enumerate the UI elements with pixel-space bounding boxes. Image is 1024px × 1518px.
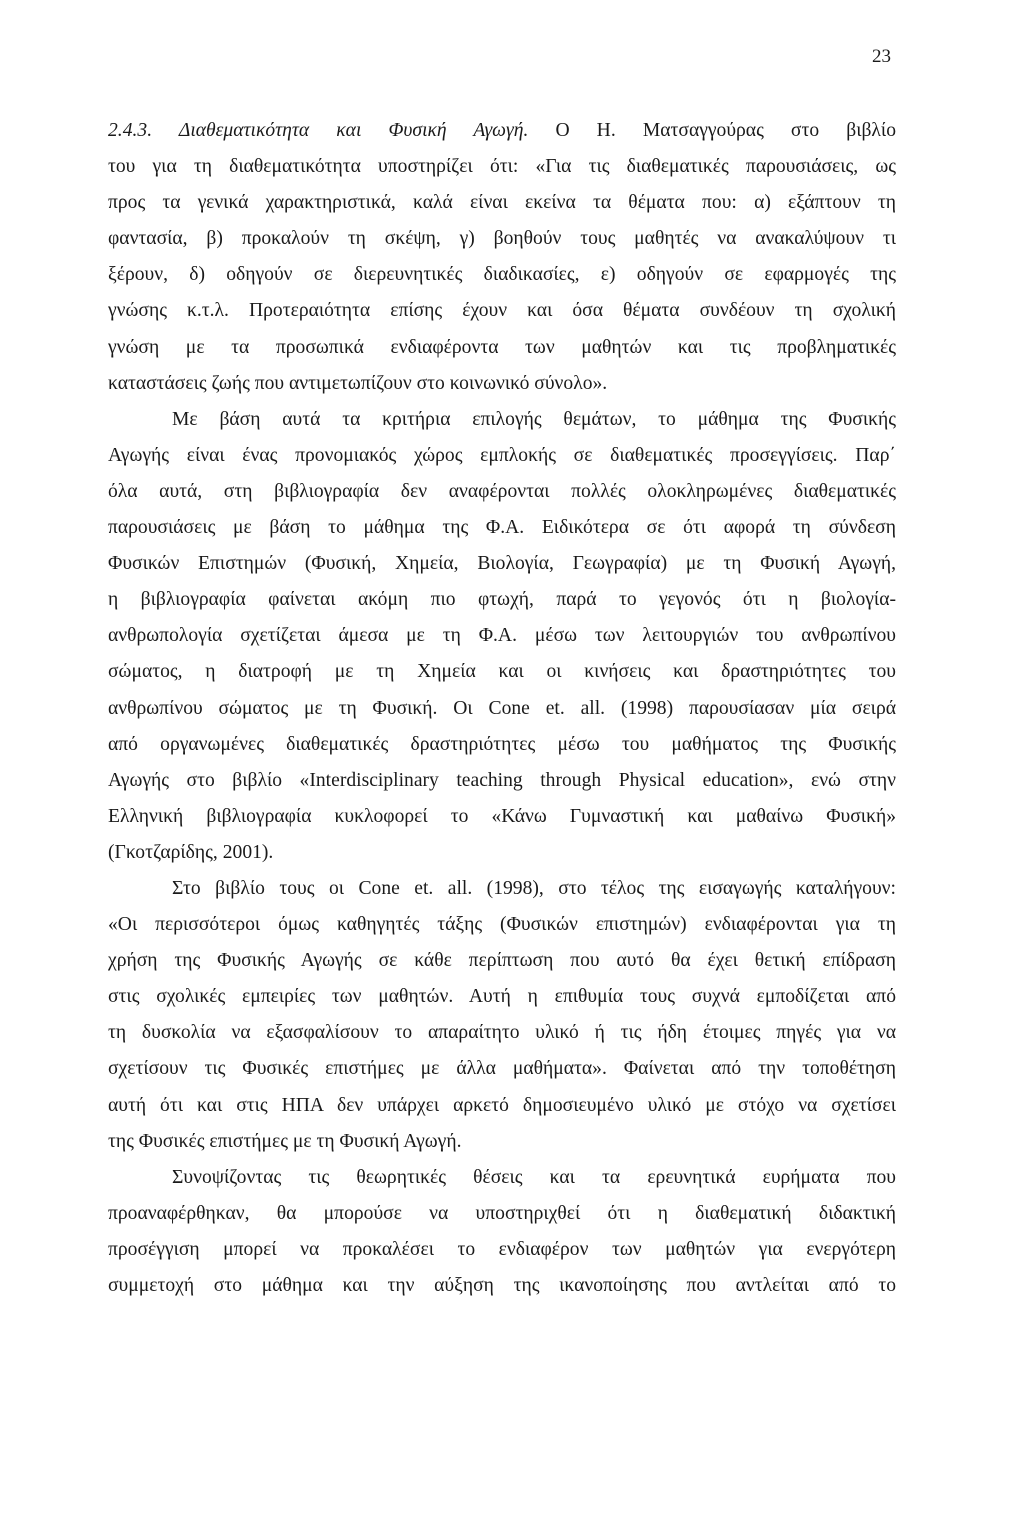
text-line: [108, 149, 896, 185]
page-number: 23: [872, 46, 891, 67]
body-text: [108, 113, 896, 1304]
line-text: φαντασία, β) προκαλούν τη σκέψη, γ) βοηθούν τους μαθητές να ανακαλύψουν τι: [108, 228, 896, 250]
line-text: «Οι περισσότεροι όμως καθηγητές τάξης (Φυσικών επιστημών) ενδιαφέρονται για τη: [108, 914, 896, 936]
line-text: καταστάσεις ζωής που αντιμετωπίζουν στο κοινωνικό σύνολο».: [108, 372, 608, 394]
line-text: αυτή ότι και στις ΗΠΑ δεν υπάρχει αρκετό δημοσιευμένο υλικό με στόχο να σχετίσει: [108, 1094, 896, 1116]
line-text: στις σχολικές εμπειρίες των μαθητών. Αυτή η επιθυμία τους συχνά εμποδίζεται από: [108, 986, 896, 1008]
line-text: συμμετοχή στο μάθημα και την αύξηση της ικανοποίησης που αντλείται από το: [108, 1275, 896, 1296]
text-line: [108, 221, 896, 257]
line-text: τη δυσκολία να εξασφαλίσουν το απαραίτητο υλικό ή τις ήδη έτοιμες πηγές για να: [108, 1022, 896, 1044]
line-text: Φυσικών Επιστημών (Φυσική, Χημεία, Βιολογία, Γεωγραφία) με τη Φυσική Αγωγή,: [108, 553, 896, 575]
text-line: [108, 402, 896, 438]
text-line: [108, 1124, 896, 1160]
text-line: [108, 1051, 896, 1087]
line-text: προσέγγιση μπορεί να προκαλέσει το ενδιαφέρον των μαθητών για ενεργότερη: [108, 1238, 896, 1260]
text-line: [108, 474, 896, 510]
line-text: προαναφέρθηκαν, θα μπορούσε να υποστηριχθεί ότι η διαθεματική διδακτική: [108, 1202, 896, 1224]
line-text: Συνοψίζοντας τις θεωρητικές θέσεις και τα ερευνητικά ευρήματα που: [172, 1166, 896, 1188]
text-line: [108, 257, 896, 293]
text-line: [108, 907, 896, 943]
text-line: [108, 1232, 896, 1268]
line-text: Με βάση αυτά τα κριτήρια επιλογής θεμάτων, το μάθημα της Φυσικής: [172, 408, 896, 430]
text-line: [108, 293, 896, 329]
line-text: ξέρουν, δ) οδηγούν σε διερευνητικές διαδικασίες, ε) οδηγούν σε εφαρμογές της: [108, 264, 896, 286]
line-text: Αγωγής στο βιβλίο «Interdisciplinary teaching through Physical education», ενώ στην: [108, 769, 896, 791]
text-line: [108, 366, 896, 402]
text-line: [108, 438, 896, 474]
text-line: [108, 727, 896, 763]
text-line: [108, 582, 896, 618]
text-line: [108, 979, 896, 1015]
line-text: Αγωγής είναι ένας προνομιακός χώρος εμπλοκής σε διαθεματικές προσεγγίσεις. Παρ΄: [108, 444, 896, 466]
text-line: [108, 330, 896, 366]
text-line: [108, 1015, 896, 1051]
text-line: [108, 763, 896, 799]
text-line: [108, 654, 896, 690]
line-text: όλα αυτά, στη βιβλιογραφία δεν αναφέρονται πολλές ολοκληρωμένες διαθεματικές: [108, 480, 896, 502]
line-text: της Φυσικές επιστήμες με τη Φυσική Αγωγή.: [108, 1130, 462, 1152]
text-line: [108, 1268, 896, 1304]
text-line: [108, 1196, 896, 1232]
text-line: [108, 835, 896, 871]
line-text: χρήση της Φυσικής Αγωγής σε κάθε περίπτωση που αυτό θα έχει θετική επίδραση: [108, 950, 896, 972]
text-line: [108, 510, 896, 546]
line-text: γνώσης κ.τ.λ. Προτεραιότητα επίσης έχουν και όσα θέματα συνδέουν τη σχολική: [108, 300, 896, 322]
line-text: Ο Η. Ματσαγγούρας στο βιβλίο: [555, 120, 896, 141]
line-text: από οργανωμένες διαθεματικές δραστηριότητες μέσω του μαθήματος της Φυσικής: [108, 733, 896, 755]
line-text: Στο βιβλίο τους οι Cone et. all. (1998), στο τέλος της εισαγωγής καταλήγουν:: [172, 877, 896, 899]
text-line: [108, 1088, 896, 1124]
text-line: [108, 871, 896, 907]
text-line: [108, 943, 896, 979]
line-text: (Γκοτζαρίδης, 2001).: [108, 841, 274, 863]
text-line: [108, 185, 896, 221]
line-text: ανθρωπίνου σώματος με τη Φυσική. Οι Cone et. all. (1998) παρουσίασαν μία σειρά: [108, 697, 896, 719]
line-text: η βιβλιογραφία φαίνεται ακόμη πιο φτωχή, παρά το γεγονός ότι η βιολογία-: [108, 589, 896, 611]
text-line: [108, 113, 896, 149]
line-text: σώματος, η διατροφή με τη Χημεία και οι κινήσεις και δραστηριότητες του: [108, 661, 896, 683]
text-line: [108, 1160, 896, 1196]
line-text: σχετίσουν τις Φυσικές επιστήμες με άλλα μαθήματα». Φαίνεται από την τοποθέτηση: [108, 1058, 896, 1080]
section-heading: 2.4.3. Διαθεματικότητα και Φυσική Αγωγή.: [108, 120, 529, 141]
text-line: [108, 618, 896, 654]
text-line: [108, 799, 896, 835]
line-text: γνώση με τα προσωπικά ενδιαφέροντα των μαθητών και τις προβληματικές: [108, 336, 896, 358]
line-text: Ελληνική βιβλιογραφία κυκλοφορεί το «Κάνω Γυμναστική και μαθαίνω Φυσική»: [108, 805, 896, 827]
text-line: [108, 546, 896, 582]
text-line: [108, 691, 896, 727]
line-text: ανθρωπολογία σχετίζεται άμεσα με τη Φ.Α. μέσω των λειτουργιών του ανθρωπίνου: [108, 625, 896, 647]
line-text: παρουσιάσεις με βάση το μάθημα της Φ.Α. Ειδικότερα σε ότι αφορά τη σύνδεση: [108, 517, 896, 539]
line-text: προς τα γενικά χαρακτηριστικά, καλά είναι εκείνα τα θέματα που: α) εξάπτουν τη: [108, 192, 896, 214]
line-text: του για τη διαθεματικότητα υποστηρίζει ότι: «Για τις διαθεματικές παρουσιάσεις, ως: [108, 156, 896, 178]
